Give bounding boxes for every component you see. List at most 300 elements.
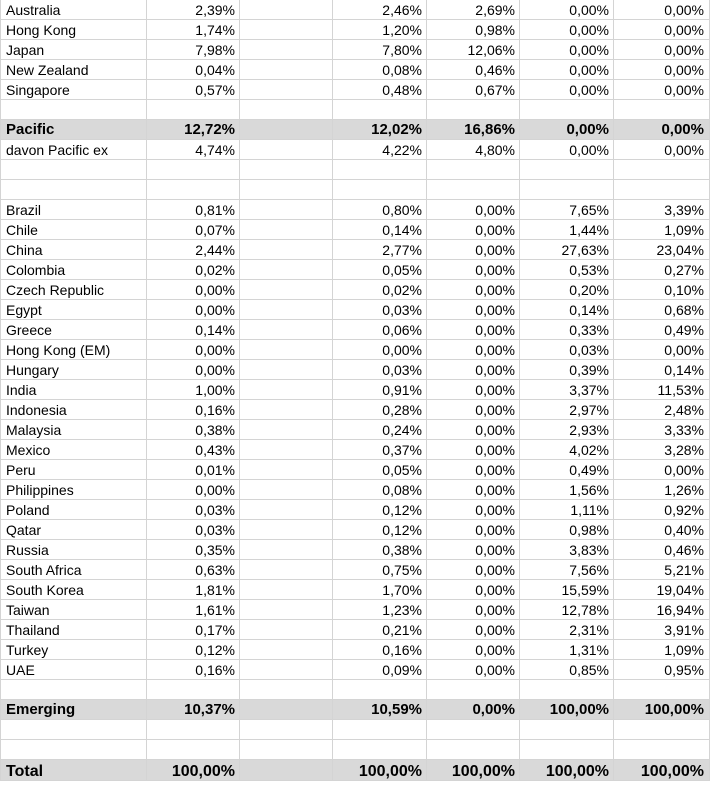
value-cell[interactable] [333, 100, 427, 120]
table-row [0, 380, 714, 400]
value-cell[interactable] [427, 680, 520, 700]
table-row [0, 340, 714, 360]
value-cell[interactable] [240, 660, 333, 680]
value-cell[interactable] [240, 240, 333, 260]
value-cell[interactable]: 0,40% [614, 520, 710, 540]
value-cell[interactable] [147, 100, 240, 120]
blank-row [0, 680, 714, 700]
value-cell[interactable] [520, 100, 614, 120]
value-cell[interactable]: 0,07% [147, 220, 240, 240]
value-cell[interactable]: 0,00% [427, 660, 520, 680]
value-cell[interactable] [427, 160, 520, 180]
value-cell[interactable] [240, 400, 333, 420]
row-label-cell[interactable] [0, 160, 147, 180]
value-cell[interactable]: 5,21% [614, 560, 710, 580]
row-label-cell[interactable]: Chile [0, 220, 147, 240]
row-label-cell[interactable]: Emerging [0, 700, 147, 720]
value-cell[interactable] [240, 620, 333, 640]
value-cell[interactable] [333, 680, 427, 700]
value-cell[interactable]: 0,81% [147, 200, 240, 220]
row-label-cell[interactable]: Philippines [0, 480, 147, 500]
value-cell[interactable]: 2,97% [520, 400, 614, 420]
table-row [0, 220, 714, 240]
value-cell[interactable]: 0,00% [427, 460, 520, 480]
value-cell[interactable]: 0,14% [520, 300, 614, 320]
subtotal-row [0, 120, 714, 140]
row-label-cell[interactable]: Australia [0, 0, 147, 20]
value-cell[interactable]: 0,00% [614, 20, 710, 40]
value-cell[interactable]: 15,59% [520, 580, 614, 600]
value-cell[interactable]: 11,53% [614, 380, 710, 400]
value-cell[interactable]: 0,91% [333, 380, 427, 400]
row-label-cell[interactable]: Peru [0, 460, 147, 480]
value-cell[interactable]: 0,46% [427, 60, 520, 80]
value-cell[interactable]: 0,00% [520, 120, 614, 140]
value-cell[interactable] [240, 0, 333, 20]
value-cell[interactable]: 7,98% [147, 40, 240, 60]
row-label-cell[interactable]: Qatar [0, 520, 147, 540]
value-cell[interactable]: 0,14% [333, 220, 427, 240]
value-cell[interactable]: 1,44% [520, 220, 614, 240]
value-cell[interactable] [240, 340, 333, 360]
value-cell[interactable]: 1,31% [520, 640, 614, 660]
value-cell[interactable]: 0,12% [147, 640, 240, 660]
value-cell[interactable] [240, 560, 333, 580]
table-row [0, 240, 714, 260]
value-cell[interactable]: 1,09% [614, 220, 710, 240]
value-cell[interactable]: 23,04% [614, 240, 710, 260]
value-cell[interactable] [520, 160, 614, 180]
value-cell[interactable]: 1,09% [614, 640, 710, 660]
row-label-cell[interactable]: Singapore [0, 80, 147, 100]
value-cell[interactable]: 1,81% [147, 580, 240, 600]
value-cell[interactable]: 0,00% [427, 580, 520, 600]
value-cell[interactable] [333, 180, 427, 200]
value-cell[interactable]: 2,93% [520, 420, 614, 440]
value-cell[interactable]: 0,00% [427, 520, 520, 540]
value-cell[interactable]: 1,11% [520, 500, 614, 520]
value-cell[interactable]: 0,00% [427, 200, 520, 220]
value-cell[interactable]: 100,00% [614, 700, 710, 720]
value-cell[interactable]: 0,00% [520, 40, 614, 60]
value-cell[interactable]: 0,49% [520, 460, 614, 480]
row-label-cell[interactable]: Total [0, 760, 147, 781]
value-cell[interactable]: 2,31% [520, 620, 614, 640]
value-cell[interactable]: 12,78% [520, 600, 614, 620]
row-label-cell[interactable]: Greece [0, 320, 147, 340]
value-cell[interactable]: 0,00% [427, 240, 520, 260]
value-cell[interactable] [240, 740, 333, 760]
value-cell[interactable]: 12,02% [333, 120, 427, 140]
value-cell[interactable]: 0,00% [427, 600, 520, 620]
value-cell[interactable] [240, 60, 333, 80]
value-cell[interactable]: 2,48% [614, 400, 710, 420]
value-cell[interactable] [240, 40, 333, 60]
value-cell[interactable]: 0,38% [333, 540, 427, 560]
row-label-cell[interactable]: Czech Republic [0, 280, 147, 300]
value-cell[interactable] [240, 100, 333, 120]
row-label-cell[interactable]: UAE [0, 660, 147, 680]
table-row [0, 480, 714, 500]
value-cell[interactable]: 1,26% [614, 480, 710, 500]
value-cell[interactable]: 0,01% [147, 460, 240, 480]
value-cell[interactable]: 3,83% [520, 540, 614, 560]
value-cell[interactable]: 4,02% [520, 440, 614, 460]
table-row [0, 260, 714, 280]
row-label-cell[interactable]: Taiwan [0, 600, 147, 620]
value-cell[interactable]: 0,63% [147, 560, 240, 580]
value-cell[interactable]: 0,00% [147, 360, 240, 380]
value-cell[interactable]: 100,00% [427, 760, 520, 781]
value-cell[interactable]: 100,00% [614, 760, 710, 781]
value-cell[interactable]: 12,72% [147, 120, 240, 140]
value-cell[interactable]: 0,98% [427, 20, 520, 40]
value-cell[interactable]: 0,03% [147, 520, 240, 540]
table-row [0, 420, 714, 440]
value-cell[interactable]: 2,39% [147, 0, 240, 20]
value-cell[interactable]: 0,67% [427, 80, 520, 100]
row-label-cell[interactable]: South Africa [0, 560, 147, 580]
value-cell[interactable]: 0,49% [614, 320, 710, 340]
table-row [0, 140, 714, 160]
value-cell[interactable] [240, 20, 333, 40]
row-label-cell[interactable] [0, 720, 147, 740]
value-cell[interactable]: 0,43% [147, 440, 240, 460]
value-cell[interactable]: 0,08% [333, 480, 427, 500]
value-cell[interactable] [147, 160, 240, 180]
value-cell[interactable]: 0,00% [427, 340, 520, 360]
value-cell[interactable] [240, 380, 333, 400]
value-cell[interactable]: 0,00% [614, 60, 710, 80]
value-cell[interactable]: 3,91% [614, 620, 710, 640]
value-cell[interactable] [240, 760, 333, 781]
row-label-cell[interactable]: Thailand [0, 620, 147, 640]
value-cell[interactable] [240, 360, 333, 380]
value-cell[interactable]: 1,61% [147, 600, 240, 620]
value-cell[interactable]: 0,09% [333, 660, 427, 680]
value-cell[interactable]: 0,00% [520, 60, 614, 80]
value-cell[interactable]: 0,21% [333, 620, 427, 640]
value-cell[interactable]: 0,03% [333, 360, 427, 380]
value-cell[interactable]: 0,00% [520, 0, 614, 20]
value-cell[interactable]: 0,14% [147, 320, 240, 340]
value-cell[interactable]: 2,44% [147, 240, 240, 260]
value-cell[interactable] [427, 100, 520, 120]
blank-row [0, 100, 714, 120]
value-cell[interactable] [240, 700, 333, 720]
value-cell[interactable]: 0,95% [614, 660, 710, 680]
value-cell[interactable]: 100,00% [333, 760, 427, 781]
value-cell[interactable]: 19,04% [614, 580, 710, 600]
row-label-cell[interactable]: Japan [0, 40, 147, 60]
value-cell[interactable]: 0,00% [614, 0, 710, 20]
table-row [0, 360, 714, 380]
value-cell[interactable]: 0,16% [147, 660, 240, 680]
row-label-cell[interactable]: Poland [0, 500, 147, 520]
value-cell[interactable]: 16,86% [427, 120, 520, 140]
value-cell[interactable] [147, 720, 240, 740]
value-cell[interactable]: 3,33% [614, 420, 710, 440]
value-cell[interactable] [240, 120, 333, 140]
value-cell[interactable]: 0,39% [520, 360, 614, 380]
value-cell[interactable] [240, 460, 333, 480]
value-cell[interactable]: 1,00% [147, 380, 240, 400]
value-cell[interactable]: 3,37% [520, 380, 614, 400]
row-label-cell[interactable] [0, 180, 147, 200]
value-cell[interactable]: 0,00% [520, 20, 614, 40]
value-cell[interactable]: 100,00% [520, 700, 614, 720]
row-label-cell[interactable]: Mexico [0, 440, 147, 460]
value-cell[interactable] [520, 680, 614, 700]
row-label-cell[interactable]: India [0, 380, 147, 400]
row-label-cell[interactable]: Hungary [0, 360, 147, 380]
table-row [0, 400, 714, 420]
value-cell[interactable]: 0,00% [147, 480, 240, 500]
value-cell[interactable]: 7,65% [520, 200, 614, 220]
value-cell[interactable] [147, 680, 240, 700]
value-cell[interactable]: 0,53% [520, 260, 614, 280]
value-cell[interactable]: 0,00% [427, 620, 520, 640]
value-cell[interactable]: 0,80% [333, 200, 427, 220]
value-cell[interactable] [333, 720, 427, 740]
value-cell[interactable] [147, 740, 240, 760]
value-cell[interactable]: 0,00% [427, 700, 520, 720]
value-cell[interactable] [240, 160, 333, 180]
value-cell[interactable]: 27,63% [520, 240, 614, 260]
value-cell[interactable]: 0,57% [147, 80, 240, 100]
value-cell[interactable] [240, 680, 333, 700]
value-cell[interactable]: 0,68% [614, 300, 710, 320]
row-label-cell[interactable] [0, 740, 147, 760]
value-cell[interactable]: 1,56% [520, 480, 614, 500]
value-cell[interactable] [240, 580, 333, 600]
value-cell[interactable]: 0,20% [520, 280, 614, 300]
value-cell[interactable]: 0,00% [427, 300, 520, 320]
value-cell[interactable]: 0,00% [427, 380, 520, 400]
row-label-cell[interactable]: Colombia [0, 260, 147, 280]
value-cell[interactable]: 3,28% [614, 440, 710, 460]
value-cell[interactable]: 0,08% [333, 60, 427, 80]
value-cell[interactable] [240, 220, 333, 240]
value-cell[interactable]: 0,00% [427, 220, 520, 240]
value-cell[interactable]: 0,00% [614, 120, 710, 140]
value-cell[interactable]: 0,00% [333, 340, 427, 360]
value-cell[interactable]: 0,00% [427, 400, 520, 420]
row-label-cell[interactable]: China [0, 240, 147, 260]
value-cell[interactable]: 0,10% [614, 280, 710, 300]
value-cell[interactable] [614, 740, 710, 760]
value-cell[interactable] [240, 440, 333, 460]
value-cell[interactable]: 0,00% [147, 300, 240, 320]
table-row [0, 280, 714, 300]
value-cell[interactable]: 0,17% [147, 620, 240, 640]
table-row [0, 640, 714, 660]
row-label-cell[interactable]: Russia [0, 540, 147, 560]
subtotal-row [0, 760, 714, 781]
value-cell[interactable]: 0,33% [520, 320, 614, 340]
value-cell[interactable] [240, 540, 333, 560]
value-cell[interactable]: 0,00% [427, 260, 520, 280]
table-row [0, 660, 714, 680]
value-cell[interactable]: 0,38% [147, 420, 240, 440]
value-cell[interactable]: 0,00% [427, 560, 520, 580]
value-cell[interactable] [240, 280, 333, 300]
value-cell[interactable]: 1,20% [333, 20, 427, 40]
value-cell[interactable]: 100,00% [147, 760, 240, 781]
value-cell[interactable]: 1,74% [147, 20, 240, 40]
value-cell[interactable]: 0,27% [614, 260, 710, 280]
value-cell[interactable] [614, 160, 710, 180]
value-cell[interactable]: 0,00% [427, 280, 520, 300]
value-cell[interactable]: 4,74% [147, 140, 240, 160]
subtotal-row [0, 700, 714, 720]
blank-row [0, 720, 714, 740]
value-cell[interactable]: 0,24% [333, 420, 427, 440]
value-cell[interactable] [427, 180, 520, 200]
row-label-cell[interactable]: Turkey [0, 640, 147, 660]
row-label-cell[interactable]: Hong Kong [0, 20, 147, 40]
value-cell[interactable]: 0,00% [427, 640, 520, 660]
value-cell[interactable] [240, 300, 333, 320]
table-row [0, 500, 714, 520]
value-cell[interactable] [427, 720, 520, 740]
value-cell[interactable]: 0,00% [614, 40, 710, 60]
row-label-cell[interactable]: Pacific [0, 120, 147, 140]
value-cell[interactable] [520, 720, 614, 740]
value-cell[interactable]: 0,98% [520, 520, 614, 540]
table-row [0, 540, 714, 560]
row-label-cell[interactable]: Hong Kong (EM) [0, 340, 147, 360]
value-cell[interactable] [614, 680, 710, 700]
value-cell[interactable]: 2,69% [427, 0, 520, 20]
value-cell[interactable]: 0,00% [427, 360, 520, 380]
value-cell[interactable]: 100,00% [520, 760, 614, 781]
value-cell[interactable] [240, 520, 333, 540]
value-cell[interactable]: 0,00% [614, 140, 710, 160]
value-cell[interactable] [333, 740, 427, 760]
value-cell[interactable]: 0,12% [333, 520, 427, 540]
row-label-cell[interactable]: South Korea [0, 580, 147, 600]
value-cell[interactable]: 0,00% [147, 340, 240, 360]
value-cell[interactable]: 0,46% [614, 540, 710, 560]
blank-row [0, 160, 714, 180]
value-cell[interactable]: 0,14% [614, 360, 710, 380]
value-cell[interactable]: 3,39% [614, 200, 710, 220]
value-cell[interactable] [240, 260, 333, 280]
value-cell[interactable] [240, 640, 333, 660]
value-cell[interactable]: 0,37% [333, 440, 427, 460]
row-label-cell[interactable]: Malaysia [0, 420, 147, 440]
value-cell[interactable] [240, 500, 333, 520]
value-cell[interactable]: 10,59% [333, 700, 427, 720]
value-cell[interactable]: 0,00% [427, 480, 520, 500]
value-cell[interactable]: 4,22% [333, 140, 427, 160]
row-label-cell[interactable]: davon Pacific ex [0, 140, 147, 160]
value-cell[interactable]: 0,16% [147, 400, 240, 420]
value-cell[interactable] [333, 160, 427, 180]
value-cell[interactable]: 0,00% [520, 80, 614, 100]
value-cell[interactable] [520, 740, 614, 760]
value-cell[interactable]: 0,92% [614, 500, 710, 520]
value-cell[interactable]: 1,70% [333, 580, 427, 600]
value-cell[interactable] [240, 480, 333, 500]
value-cell[interactable]: 0,00% [427, 320, 520, 340]
value-cell[interactable] [240, 140, 333, 160]
value-cell[interactable]: 1,23% [333, 600, 427, 620]
value-cell[interactable]: 0,00% [147, 280, 240, 300]
value-cell[interactable]: 0,00% [427, 420, 520, 440]
value-cell[interactable]: 0,03% [333, 300, 427, 320]
value-cell[interactable]: 0,02% [333, 280, 427, 300]
value-cell[interactable]: 2,46% [333, 0, 427, 20]
value-cell[interactable]: 0,16% [333, 640, 427, 660]
table-row [0, 80, 714, 100]
value-cell[interactable]: 0,00% [520, 140, 614, 160]
value-cell[interactable]: 0,75% [333, 560, 427, 580]
value-cell[interactable] [240, 600, 333, 620]
value-cell[interactable] [240, 320, 333, 340]
row-label-cell[interactable] [0, 680, 147, 700]
value-cell[interactable]: 0,03% [147, 500, 240, 520]
value-cell[interactable]: 16,94% [614, 600, 710, 620]
value-cell[interactable]: 10,37% [147, 700, 240, 720]
value-cell[interactable] [520, 180, 614, 200]
value-cell[interactable]: 0,04% [147, 60, 240, 80]
value-cell[interactable]: 0,48% [333, 80, 427, 100]
value-cell[interactable]: 0,28% [333, 400, 427, 420]
value-cell[interactable]: 0,05% [333, 460, 427, 480]
value-cell[interactable]: 0,02% [147, 260, 240, 280]
value-cell[interactable] [240, 420, 333, 440]
value-cell[interactable]: 0,00% [427, 540, 520, 560]
value-cell[interactable]: 12,06% [427, 40, 520, 60]
value-cell[interactable]: 4,80% [427, 140, 520, 160]
blank-row [0, 180, 714, 200]
row-label-cell[interactable]: Egypt [0, 300, 147, 320]
value-cell[interactable] [614, 720, 710, 740]
value-cell[interactable]: 0,35% [147, 540, 240, 560]
row-label-cell[interactable]: New Zealand [0, 60, 147, 80]
row-label-cell[interactable]: Brazil [0, 200, 147, 220]
value-cell[interactable]: 0,00% [614, 460, 710, 480]
value-cell[interactable] [240, 720, 333, 740]
row-label-cell[interactable]: Indonesia [0, 400, 147, 420]
value-cell[interactable]: 0,00% [614, 340, 710, 360]
value-cell[interactable]: 0,00% [614, 80, 710, 100]
table-row [0, 40, 714, 60]
value-cell[interactable] [240, 180, 333, 200]
value-cell[interactable]: 0,00% [427, 500, 520, 520]
value-cell[interactable] [240, 80, 333, 100]
value-cell[interactable]: 7,56% [520, 560, 614, 580]
value-cell[interactable]: 0,12% [333, 500, 427, 520]
value-cell[interactable]: 0,85% [520, 660, 614, 680]
value-cell[interactable]: 2,77% [333, 240, 427, 260]
row-label-cell[interactable] [0, 100, 147, 120]
value-cell[interactable]: 0,06% [333, 320, 427, 340]
value-cell[interactable]: 7,80% [333, 40, 427, 60]
table-row [0, 520, 714, 540]
value-cell[interactable] [614, 100, 710, 120]
value-cell[interactable]: 0,00% [427, 440, 520, 460]
value-cell[interactable]: 0,03% [520, 340, 614, 360]
value-cell[interactable] [614, 180, 710, 200]
value-cell[interactable]: 0,05% [333, 260, 427, 280]
value-cell[interactable] [147, 180, 240, 200]
value-cell[interactable] [240, 200, 333, 220]
value-cell[interactable] [427, 740, 520, 760]
table-row [0, 620, 714, 640]
